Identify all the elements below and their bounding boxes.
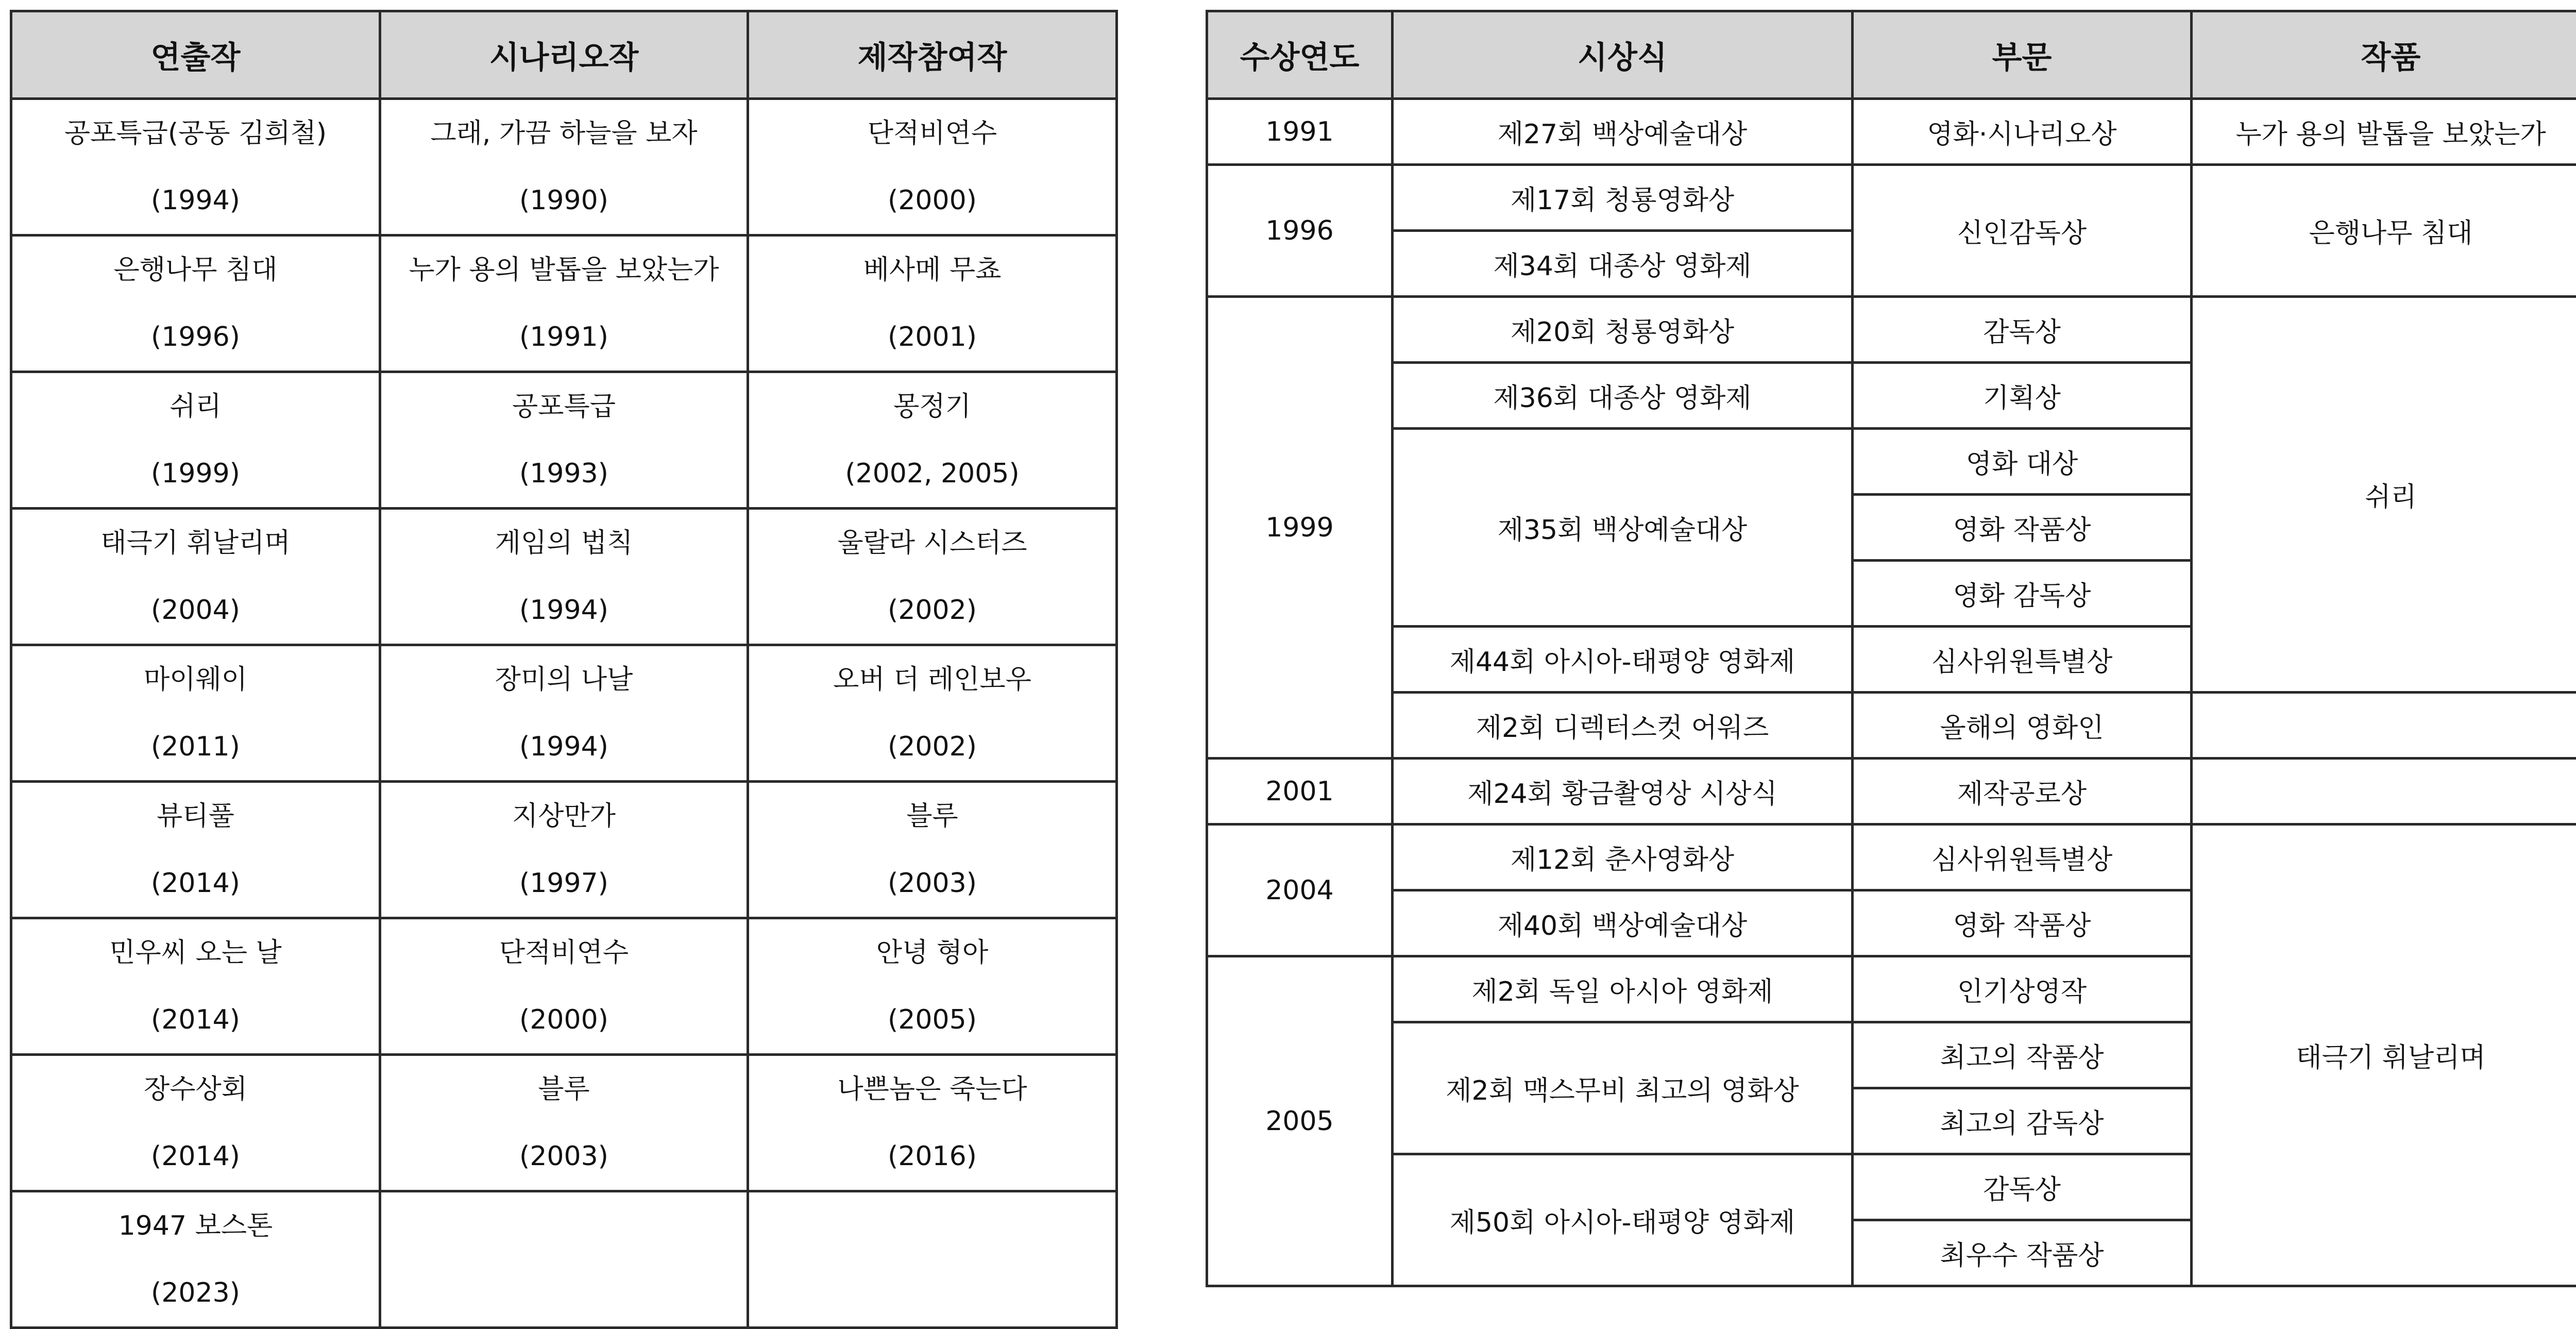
production-film-cell xyxy=(748,509,1117,645)
award-category: 올해의 영화인 xyxy=(1853,693,2192,759)
filmography-row xyxy=(11,372,1117,509)
screenplay-film-title: 게임의 법칙 xyxy=(381,510,747,577)
award-ceremony: 제17회 청룡영화상 xyxy=(1393,165,1853,231)
award-row xyxy=(1207,693,2576,759)
production-film-title: 베사메 무쵸 xyxy=(749,237,1115,304)
award-category: 영화 감독상 xyxy=(1853,561,2192,627)
award-row xyxy=(1207,165,2576,231)
screenplay-film-year: (2000) xyxy=(381,986,747,1053)
screenplay-film-cell xyxy=(380,509,748,645)
directed-film-title: 공포특급(공동 김희철) xyxy=(12,100,379,167)
directed-film-year: (2023) xyxy=(12,1259,379,1326)
screenplay-film-title: 그래, 가끔 하늘을 보자 xyxy=(381,100,747,167)
award-category: 인기상영작 xyxy=(1853,956,2192,1022)
award-ceremony: 제24회 황금촬영상 시상식 xyxy=(1393,759,1853,825)
screenplay-film-cell xyxy=(380,1055,748,1191)
screenplay-film-cell xyxy=(380,372,748,509)
directed-film-title: 태극기 휘날리며 xyxy=(12,510,379,577)
awards-header-row xyxy=(1207,11,2576,99)
screenplay-film-year: (2003) xyxy=(381,1123,747,1190)
production-film-cell xyxy=(748,372,1117,509)
directed-film-title: 쉬리 xyxy=(12,373,379,440)
production-film-year: (2000) xyxy=(749,167,1115,234)
award-category: 영화 작품상 xyxy=(1853,495,2192,561)
screenplay-film-cell xyxy=(380,918,748,1055)
award-work: 쉬리 xyxy=(2192,297,2576,693)
directed-film-cell xyxy=(11,372,380,509)
production-film-title: 안녕 형아 xyxy=(749,919,1115,986)
directed-film-cell xyxy=(11,1191,380,1328)
production-film-cell xyxy=(748,99,1117,235)
award-ceremony: 제27회 백상예술대상 xyxy=(1393,99,1853,165)
award-year: 1996 xyxy=(1207,165,1393,297)
production-film-title: 나쁜놈은 죽는다 xyxy=(749,1056,1115,1123)
production-film-cell xyxy=(748,782,1117,918)
directed-film-year: (2014) xyxy=(12,986,379,1053)
directed-film-cell xyxy=(11,918,380,1055)
production-film-cell xyxy=(748,1055,1117,1191)
screenplay-film-cell xyxy=(380,235,748,372)
directed-header: 연출작 xyxy=(11,11,380,99)
award-year: 1999 xyxy=(1207,297,1393,759)
award-ceremony: 제2회 독일 아시아 영화제 xyxy=(1393,956,1853,1022)
award-category: 감독상 xyxy=(1853,1154,2192,1220)
directed-film-title: 민우씨 오는 날 xyxy=(12,919,379,986)
directed-film-title: 뷰티풀 xyxy=(12,783,379,850)
production-film-year: (2003) xyxy=(749,850,1115,917)
award-year: 1991 xyxy=(1207,99,1393,165)
filmography-row xyxy=(11,918,1117,1055)
award-category: 신인감독상 xyxy=(1853,165,2192,297)
filmography-row xyxy=(11,235,1117,372)
award-work xyxy=(2192,759,2576,825)
award-ceremony: 제20회 청룡영화상 xyxy=(1393,297,1853,363)
screenplay-film-title: 블루 xyxy=(381,1056,747,1123)
directed-film-cell xyxy=(11,1055,380,1191)
directed-film-year: (1996) xyxy=(12,304,379,371)
ceremony-header: 시상식 xyxy=(1393,11,1853,99)
directed-film-cell xyxy=(11,645,380,782)
award-row xyxy=(1207,825,2576,890)
directed-film-year: (1999) xyxy=(12,440,379,507)
screenplay-header: 시나리오작 xyxy=(380,11,748,99)
directed-film-year: (2011) xyxy=(12,713,379,780)
filmography-row xyxy=(11,509,1117,645)
directed-film-cell xyxy=(11,509,380,645)
award-ceremony: 제44회 아시아-태평양 영화제 xyxy=(1393,627,1853,693)
directed-film-cell xyxy=(11,99,380,235)
directed-film-year: (2014) xyxy=(12,850,379,917)
directed-film-year: (2004) xyxy=(12,577,379,644)
production-film-title: 블루 xyxy=(749,783,1115,850)
award-row xyxy=(1207,99,2576,165)
production-film-cell xyxy=(748,645,1117,782)
directed-film-year: (1994) xyxy=(12,167,379,234)
screenplay-film-title: 장미의 나날 xyxy=(381,646,747,713)
award-row xyxy=(1207,297,2576,363)
award-category: 최고의 작품상 xyxy=(1853,1022,2192,1088)
screenplay-film-year: (1994) xyxy=(381,713,747,780)
filmography-row xyxy=(11,99,1117,235)
production-film-year: (2002, 2005) xyxy=(749,440,1115,507)
category-header: 부문 xyxy=(1853,11,2192,99)
production-film-title: 울랄라 시스터즈 xyxy=(749,510,1115,577)
award-ceremony: 제12회 춘사영화상 xyxy=(1393,825,1853,890)
directed-film-title: 장수상회 xyxy=(12,1056,379,1123)
awards-table xyxy=(1206,10,2576,1287)
production-header: 제작참여작 xyxy=(748,11,1117,99)
production-film-year: (2002) xyxy=(749,713,1115,780)
screenplay-film-cell xyxy=(380,782,748,918)
award-category: 영화·시나리오상 xyxy=(1853,99,2192,165)
production-film-cell xyxy=(748,1191,1117,1328)
production-film-year: (2001) xyxy=(749,304,1115,371)
screenplay-film-cell xyxy=(380,645,748,782)
award-ceremony: 제50회 아시아-태평양 영화제 xyxy=(1393,1154,1853,1286)
screenplay-film-year: (1994) xyxy=(381,577,747,644)
award-work: 태극기 휘날리며 xyxy=(2192,825,2576,1286)
award-ceremony: 제2회 맥스무비 최고의 영화상 xyxy=(1393,1022,1853,1154)
screenplay-film-title: 공포특급 xyxy=(381,373,747,440)
screenplay-film-cell xyxy=(380,1191,748,1328)
award-ceremony: 제34회 대종상 영화제 xyxy=(1393,231,1853,297)
directed-film-title: 은행나무 침대 xyxy=(12,237,379,304)
screenplay-film-year: (1991) xyxy=(381,304,747,371)
filmography-row xyxy=(11,645,1117,782)
award-category: 감독상 xyxy=(1853,297,2192,363)
screenplay-film-title: 단적비연수 xyxy=(381,919,747,986)
award-ceremony: 제36회 대종상 영화제 xyxy=(1393,363,1853,429)
award-year: 2004 xyxy=(1207,825,1393,956)
filmography-row xyxy=(11,1191,1117,1328)
screenplay-film-title: 누가 용의 발톱을 보았는가 xyxy=(381,237,747,304)
award-ceremony: 제2회 디렉터스컷 어워즈 xyxy=(1393,693,1853,759)
filmography-row xyxy=(11,782,1117,918)
directed-film-title: 마이웨이 xyxy=(12,646,379,713)
screenplay-film-cell xyxy=(380,99,748,235)
filmography-row xyxy=(11,1055,1117,1191)
production-film-cell xyxy=(748,918,1117,1055)
award-category: 심사위원특별상 xyxy=(1853,825,2192,890)
award-year: 2001 xyxy=(1207,759,1393,825)
award-category: 기획상 xyxy=(1853,363,2192,429)
award-year-header: 수상연도 xyxy=(1207,11,1393,99)
directed-film-cell xyxy=(11,782,380,918)
directed-film-year: (2014) xyxy=(12,1123,379,1190)
award-category: 심사위원특별상 xyxy=(1853,627,2192,693)
production-film-title: 단적비연수 xyxy=(749,100,1115,167)
production-film-year: (2016) xyxy=(749,1123,1115,1190)
production-film-title: 몽정기 xyxy=(749,373,1115,440)
work-header: 작품 xyxy=(2192,11,2576,99)
award-category: 영화 작품상 xyxy=(1853,890,2192,956)
production-film-year: (2005) xyxy=(749,986,1115,1053)
directed-film-title: 1947 보스톤 xyxy=(12,1192,379,1259)
award-work: 누가 용의 발톱을 보았는가 xyxy=(2192,99,2576,165)
filmography-table xyxy=(10,10,1118,1329)
award-work: 은행나무 침대 xyxy=(2192,165,2576,297)
award-category: 영화 대상 xyxy=(1853,429,2192,495)
award-ceremony: 제40회 백상예술대상 xyxy=(1393,890,1853,956)
award-work xyxy=(2192,693,2576,759)
screenplay-film-year: (1997) xyxy=(381,850,747,917)
award-ceremony: 제35회 백상예술대상 xyxy=(1393,429,1853,627)
screenplay-film-year: (1990) xyxy=(381,167,747,234)
production-film-title: 오버 더 레인보우 xyxy=(749,646,1115,713)
award-row xyxy=(1207,759,2576,825)
filmography-header-row xyxy=(11,11,1117,99)
screenplay-film-title: 지상만가 xyxy=(381,783,747,850)
directed-film-cell xyxy=(11,235,380,372)
award-year: 2005 xyxy=(1207,956,1393,1286)
award-category: 제작공로상 xyxy=(1853,759,2192,825)
production-film-cell xyxy=(748,235,1117,372)
screenplay-film-year: (1993) xyxy=(381,440,747,507)
production-film-year: (2002) xyxy=(749,577,1115,644)
award-category: 최고의 감독상 xyxy=(1853,1088,2192,1154)
award-category: 최우수 작품상 xyxy=(1853,1220,2192,1286)
